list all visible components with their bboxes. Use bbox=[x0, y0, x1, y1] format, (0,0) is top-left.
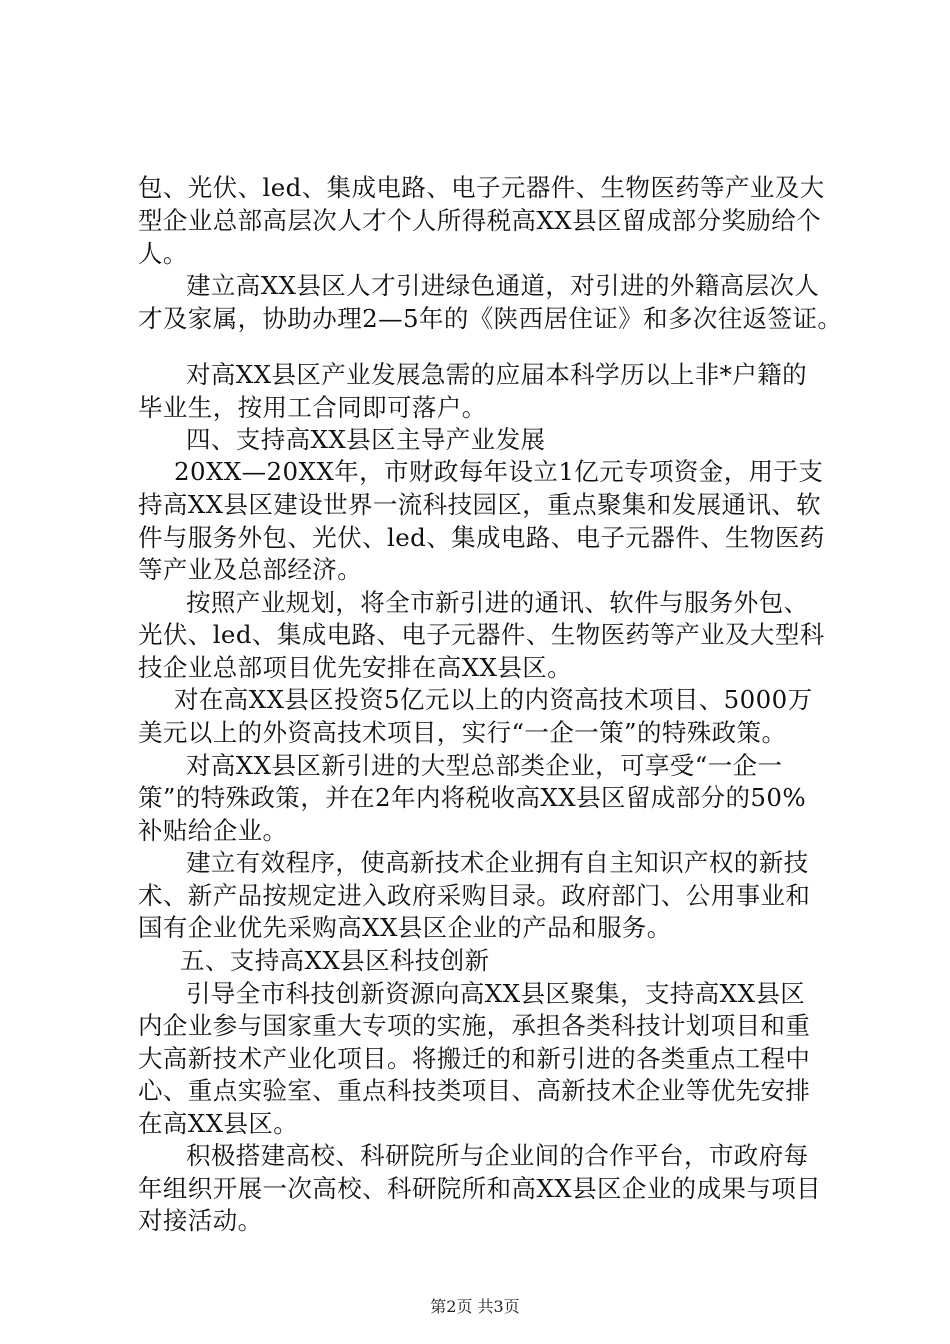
text-line: 积极搭建高校、科研院所与企业间的合作平台，市政府每 bbox=[186, 1141, 809, 1170]
text-line: 美元以上的外资高技术项目，实行“一企一策”的特殊政策。 bbox=[138, 718, 787, 747]
text-line: 件与服务外包、光伏、led、集成电路、电子元器件、生物医药 bbox=[138, 523, 825, 552]
text-line: 年组织开展一次高校、科研院所和高XX县区企业的成果与项目 bbox=[138, 1174, 822, 1203]
text-line: 20XX—20XX年，市财政每年设立1亿元专项资金，用于支 bbox=[174, 457, 824, 486]
page-number-footer: 第2页 共3页 bbox=[430, 1297, 520, 1316]
text-line: 引导全市科技创新资源向高XX县区聚集，支持高XX县区 bbox=[186, 979, 806, 1008]
text-line: 在高XX县区。 bbox=[138, 1109, 299, 1138]
text-line: 对高XX县区产业发展急需的应届本科学历以上非*户籍的 bbox=[186, 360, 808, 389]
text-line: 术、新产品按规定进入政府采购目录。政府部门、公用事业和 bbox=[138, 881, 811, 910]
text-line: 国有企业优先采购高XX县区企业的产品和服务。 bbox=[138, 913, 672, 942]
text-line: 补贴给企业。 bbox=[138, 816, 288, 845]
text-line: 等产业及总部经济。 bbox=[138, 555, 363, 584]
text-line: 技企业总部项目优先安排在高XX县区。 bbox=[138, 653, 573, 682]
text-line: 毕业生，按用工合同即可落户。 bbox=[138, 393, 487, 422]
section-heading: 四、支持高XX县区主导产业发展 bbox=[186, 425, 546, 454]
text-line: 型企业总部高层次人才个人所得税高XX县区留成部分奖励给个 bbox=[138, 206, 822, 235]
text-line: 按照产业规划，将全市新引进的通讯、软件与服务外包、 bbox=[186, 588, 809, 617]
text-line: 建立有效程序，使高新技术企业拥有自主知识产权的新技 bbox=[186, 848, 809, 877]
section-heading: 五、支持高XX县区科技创新 bbox=[180, 946, 490, 975]
text-line: 大高新技术产业化项目。将搬迁的和新引进的各类重点工程中 bbox=[138, 1044, 811, 1073]
text-line: 心、重点实验室、重点科技类项目、高新技术企业等优先安排 bbox=[138, 1076, 811, 1105]
text-line: 光伏、led、集成电路、电子元器件、生物医药等产业及大型科 bbox=[138, 620, 825, 649]
text-line: 对在高XX县区投资5亿元以上的内资高技术项目、5000万 bbox=[174, 685, 813, 714]
text-line: 对高XX县区新引进的大型总部类企业，可享受“一企一 bbox=[186, 751, 783, 780]
text-line: 策”的特殊政策，并在2年内将税收高XX县区留成部分的50% bbox=[138, 783, 807, 812]
text-line: 对接活动。 bbox=[138, 1206, 263, 1235]
text-line: 持高XX县区建设世界一流科技园区，重点聚集和发展通讯、软 bbox=[138, 490, 822, 519]
text-line: 内企业参与国家重大专项的实施，承担各类科技计划项目和重 bbox=[138, 1011, 811, 1040]
text-line: 人。 bbox=[138, 239, 188, 268]
text-line: 包、光伏、led、集成电路、电子元器件、生物医药等产业及大 bbox=[138, 173, 825, 202]
text-line: 才及家属，协助办理2—5年的《陕西居住证》和多次往返签证。 bbox=[138, 304, 843, 333]
text-line: 建立高XX县区人才引进绿色通道，对引进的外籍高层次人 bbox=[186, 271, 820, 300]
